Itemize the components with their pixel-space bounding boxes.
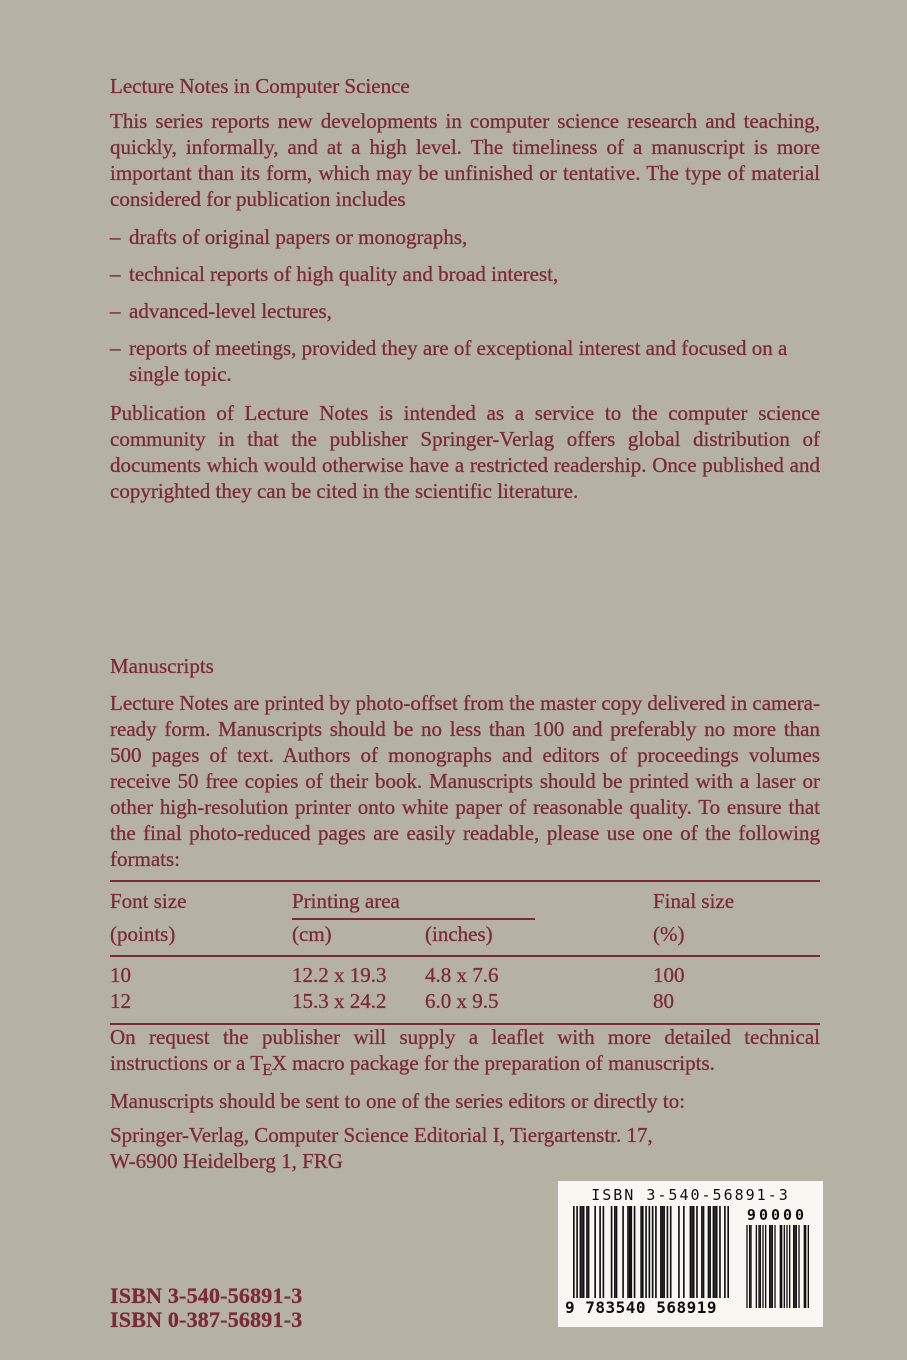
send-instruction-line: Manuscripts should be sent to one of the series editors or directly to:	[110, 1089, 686, 1113]
subheader-percent: (%)	[653, 922, 685, 946]
list-item-text: reports of meetings, provided they are of exceptional interest and focused on a single topic.	[129, 336, 788, 386]
manuscripts-paragraph: Lecture Notes are printed by photo-offset from the master copy delivered in camera-ready form. Manuscripts should be no less than 100 and preferably no more than 500 pages of text. Authors of monographs and editors of proceedings volumes receive 50 free copies of their book. Manuscripts should be printed with a laser or other high-resolution printer onto white paper of reasonable quality. To ensure that the final photo-reduced pages are easily readable, please use one of the following formats:	[110, 691, 820, 871]
manuscripts-heading: Manuscripts	[110, 654, 214, 678]
footer-isbn-us: ISBN 0-387-56891-3	[110, 1307, 303, 1332]
intro-paragraph: This series reports new developments in computer science research and teaching, quickly, informally, and at a high level. The timeliness of a manuscript is more important than its form, which may be unfinished or tentative. The type of material considered for publication includes	[110, 109, 820, 211]
series-title: Lecture Notes in Computer Science	[110, 74, 410, 98]
dash-bullet: –	[110, 299, 121, 323]
tex-logo	[250, 1051, 287, 1079]
col-header-final-size: Final size	[653, 889, 735, 913]
table-body	[110, 957, 820, 1023]
table-header-row	[110, 889, 820, 920]
request-text-2: macro package for the preparation of manuscripts.	[286, 1051, 715, 1075]
list-item-text: drafts of original papers or monographs,	[129, 225, 468, 249]
dash-bullet: –	[110, 225, 121, 249]
footer-isbn-springer: ISBN 3-540-56891-3	[110, 1283, 303, 1308]
cell-final: 100	[653, 963, 685, 987]
dash-bullet: –	[110, 262, 121, 286]
cell-points: 12	[110, 989, 131, 1013]
publisher-address	[110, 1122, 820, 1174]
table-top-rule	[110, 880, 820, 882]
col-group-printing-area	[292, 889, 653, 920]
table-subheader-row	[110, 922, 820, 947]
address-line-1: Springer-Verlag, Computer Science Editorial I, Tiergartenstr. 17,	[110, 1123, 653, 1147]
request-text-1: On request the publisher will supply a leaflet with more detailed technical instructions or a	[110, 1025, 820, 1075]
list-item	[110, 224, 820, 250]
publication-paragraph: Publication of Lecture Notes is intended as a service to the computer science community in that the publisher Springer-Verlag offers global distribution of documents which would otherwise have a restricted readership. Once published and copyrighted they can be cited in the scientific literature.	[110, 401, 820, 503]
list-item-text: technical reports of high quality and broad interest,	[129, 262, 559, 286]
barcode-number-text: 9 783540 568919	[565, 1298, 717, 1317]
list-item	[110, 261, 820, 287]
cell-inches: 4.8 x 7.6	[425, 963, 499, 987]
table-row	[110, 988, 820, 1014]
subheader-inches: (inches)	[425, 922, 493, 946]
cell-cm: 12.2 x 19.3	[292, 963, 387, 987]
cell-points: 10	[110, 963, 131, 987]
barcode-isbn-text: ISBN 3-540-56891-3	[591, 1186, 790, 1204]
footer-isbn-block	[110, 1284, 820, 1332]
printing-area-label: Printing area	[292, 889, 535, 920]
publication-types-list	[110, 224, 820, 398]
address-line-2: W-6900 Heidelberg 1, FRG	[110, 1149, 343, 1173]
tex-x: X	[271, 1051, 287, 1075]
cell-inches: 6.0 x 9.5	[425, 989, 499, 1013]
cell-final: 80	[653, 989, 674, 1013]
list-item	[110, 335, 820, 387]
format-table	[110, 880, 820, 1025]
request-paragraph	[110, 1024, 820, 1083]
subheader-cm: (cm)	[292, 922, 332, 946]
tex-t: T	[250, 1051, 264, 1075]
dash-bullet: –	[110, 336, 121, 360]
list-item	[110, 298, 820, 324]
tex-e: E	[262, 1059, 273, 1079]
col-header-font-size: Font size	[110, 889, 187, 913]
subheader-points: (points)	[110, 922, 176, 946]
addon-code-text: 90000	[746, 1206, 808, 1224]
cell-cm: 15.3 x 24.2	[292, 989, 387, 1013]
list-item-text: advanced-level lectures,	[129, 299, 332, 323]
table-row	[110, 962, 820, 988]
